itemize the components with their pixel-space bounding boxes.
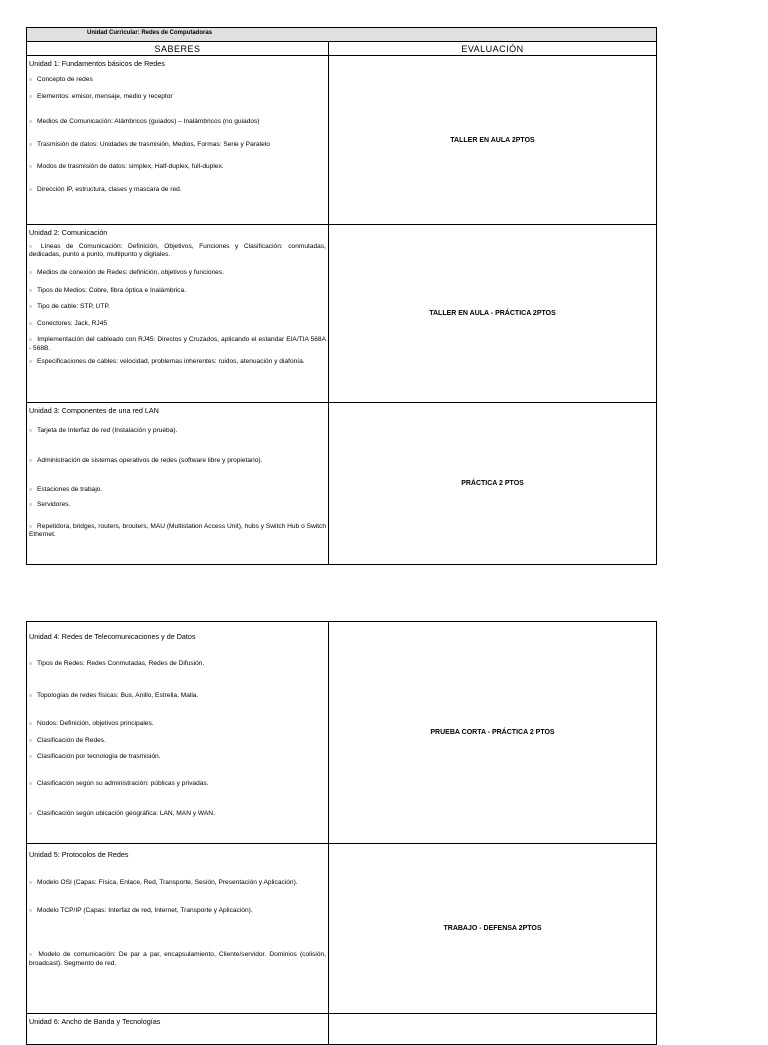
list-item: ○ Dirección IP, estructura, clases y mascara de red.: [29, 186, 182, 194]
unit-row: [27, 622, 657, 844]
unit-saberes-cell: [27, 403, 329, 565]
unit-evaluation: TALLER EN AULA 2PTOS: [329, 56, 657, 225]
list-item: ○ Medios de Comunicación: Alámbricos (guiados) – Inalámbricos (no guiados): [29, 118, 260, 126]
unit-evaluation: PRUEBA CORTA - PRÁCTICA 2 PTOS: [329, 622, 657, 844]
list-item: ○ Tipos de Medios: Cobre, fibra óptica e Inalámbrica.: [29, 286, 186, 294]
bullet-icon: ○: [29, 321, 33, 328]
bullet-icon: ○: [29, 737, 33, 744]
bullet-icon: ○: [29, 337, 33, 344]
list-item: ○ Nodos: Definición, objetivos principales.: [29, 720, 154, 728]
list-item: ○ Modelo TCP/IP (Capas: Interfaz de red, Internet, Transporte y Aplicación).: [29, 907, 253, 915]
unit-evaluation: TRABAJO - DEFENSA 2PTOS: [329, 844, 657, 1014]
bullet-icon: ○: [29, 428, 33, 434]
list-item: ○ Tipos de Redes: Redes Conmutadas, Redes de Difusión.: [29, 660, 205, 667]
list-item: ○ Trasmisión de datos: Unidades de trasmisión, Medios, Formas: Serie y Paralelo: [29, 140, 270, 148]
bullet-icon: ○: [29, 287, 33, 294]
list-item: ○ Topologías de redes físicas: Bus, Anillo, Estrella, Malla.: [29, 692, 199, 700]
bullet-icon: ○: [29, 94, 33, 101]
list-item: ○ Modelo de comunicación: De par a par, encapsulamiento, Cliente/servidor. Dominios (colisión, broadcast). Segmento de red.: [29, 951, 326, 967]
unit-title: Unidad 4: Redes de Telecomunicaciones y de Datos: [29, 632, 196, 641]
list-item: ○ Tipo de cable: STP, UTP.: [29, 302, 110, 310]
list-item: ○ Repetidora, bridges, routers, brouters, MAU (Multistation Access Unit), hubs y Switch Hub o Switch Ethernet.: [29, 522, 326, 539]
unit-saberes-cell: [27, 622, 329, 844]
bullet-icon: ○: [29, 753, 33, 760]
bullet-icon: ○: [29, 119, 33, 126]
unit-title: Unidad 6: Ancho de Banda y Tecnologías: [29, 1017, 161, 1026]
list-item: ○ Medios de conexión de Redes: definición, objetivos y funciones.: [29, 269, 224, 277]
unit-title: Unidad 2: Comunicación: [29, 228, 108, 237]
bullet-icon: ○: [29, 908, 33, 915]
bullet-icon: ○: [29, 141, 33, 148]
bullet-icon: ○: [29, 952, 34, 959]
list-item: ○ Implementación del cableado con RJ45: Directos y Cruzados, aplicando el estandar EIA/TIA 568A - 568B.: [29, 336, 326, 352]
list-item: ○ Modos de trasmisión de datos: simplex, Half-duplex, full-duplex.: [29, 162, 224, 170]
table-part-2: [26, 621, 656, 1045]
unit-evaluation: PRÁCTICA 2 PTOS: [329, 403, 657, 565]
col-header-saberes: SABERES: [27, 42, 329, 56]
unit-evaluation: [329, 1014, 657, 1045]
bullet-icon: ○: [29, 187, 33, 194]
unit-evaluation: TALLER EN AULA - PRÁCTICA 2PTOS: [329, 225, 657, 403]
list-item: ○ Administración de sistemas operativos de redes (software libre y propietario).: [29, 457, 263, 465]
unit-row: [27, 56, 657, 225]
bullet-icon: ○: [29, 244, 36, 250]
bullet-icon: ○: [29, 721, 33, 728]
list-item: ○ Clasificación por tecnología de trasmisión.: [29, 752, 161, 760]
list-item: ○ Especificaciones de cables: velocidad, problemas inherentes: ruidos, atenuación y diafonía.: [29, 357, 305, 365]
list-item: ○ Estaciones de trabajo.: [29, 486, 103, 494]
bullet-icon: ○: [29, 811, 33, 818]
list-item: ○ Tarjeta de Interfaz de red (Instalación y prueba).: [29, 427, 178, 434]
unit-saberes-cell: [27, 1014, 329, 1045]
list-item: ○ Clasificación según ubicación geográfica: LAN, MAN y WAN.: [29, 810, 215, 818]
list-item: ○ Clasificación según su administración: públicas y privadas.: [29, 780, 209, 788]
unit-title: Unidad 1: Fundamentos básicos de Redes: [29, 59, 165, 68]
unit-row: [27, 225, 657, 403]
bullet-icon: ○: [29, 781, 33, 788]
list-item: ○ Elementos: emisor, mensaje, medio y receptor: [29, 93, 173, 101]
bullet-icon: ○: [29, 163, 33, 170]
unit-row: [27, 844, 657, 1014]
bullet-icon: ○: [29, 501, 33, 508]
curricular-unit-header: Unidad Curricular: Redes de Computadoras: [27, 28, 657, 42]
bullet-icon: ○: [29, 523, 33, 530]
unit-row: [27, 403, 657, 565]
unit-saberes-cell: [27, 56, 329, 225]
table-part-1: [26, 27, 656, 565]
bullet-icon: ○: [29, 458, 33, 465]
unit-title: Unidad 3: Componentes de una red LAN: [29, 406, 159, 415]
list-item: ○ Servidores.: [29, 500, 71, 508]
bullet-icon: ○: [29, 77, 33, 83]
col-header-evaluacion: EVALUACIÓN: [329, 42, 657, 56]
bullet-icon: ○: [29, 487, 33, 494]
bullet-icon: ○: [29, 661, 33, 667]
unit-saberes-cell: [27, 225, 329, 403]
bullet-icon: ○: [29, 693, 33, 700]
list-item: ○ Conectores: Jack, RJ45: [29, 320, 108, 328]
unit-title: Unidad 5: Protocolos de Redes: [29, 850, 129, 859]
list-item: ○ Modelo OSI (Capas: Física, Enlace, Red, Transporte, Sesión, Presentación y Aplicación).: [29, 879, 298, 886]
list-item: ○ Concepto de redes: [29, 76, 93, 83]
list-item: ○ Líneas de Comunicación: Definición, Objetivos, Funciones y Clasificación: conmutadas, dedicadas, punto a punto, multipunto y digitales.: [29, 243, 326, 259]
bullet-icon: ○: [29, 303, 33, 310]
unit-saberes-cell: [27, 844, 329, 1014]
unit-row: [27, 1014, 657, 1045]
bullet-icon: ○: [29, 358, 33, 365]
bullet-icon: ○: [29, 270, 33, 277]
list-item: ○ Clasificación de Redes.: [29, 736, 106, 744]
bullet-icon: ○: [29, 880, 33, 886]
